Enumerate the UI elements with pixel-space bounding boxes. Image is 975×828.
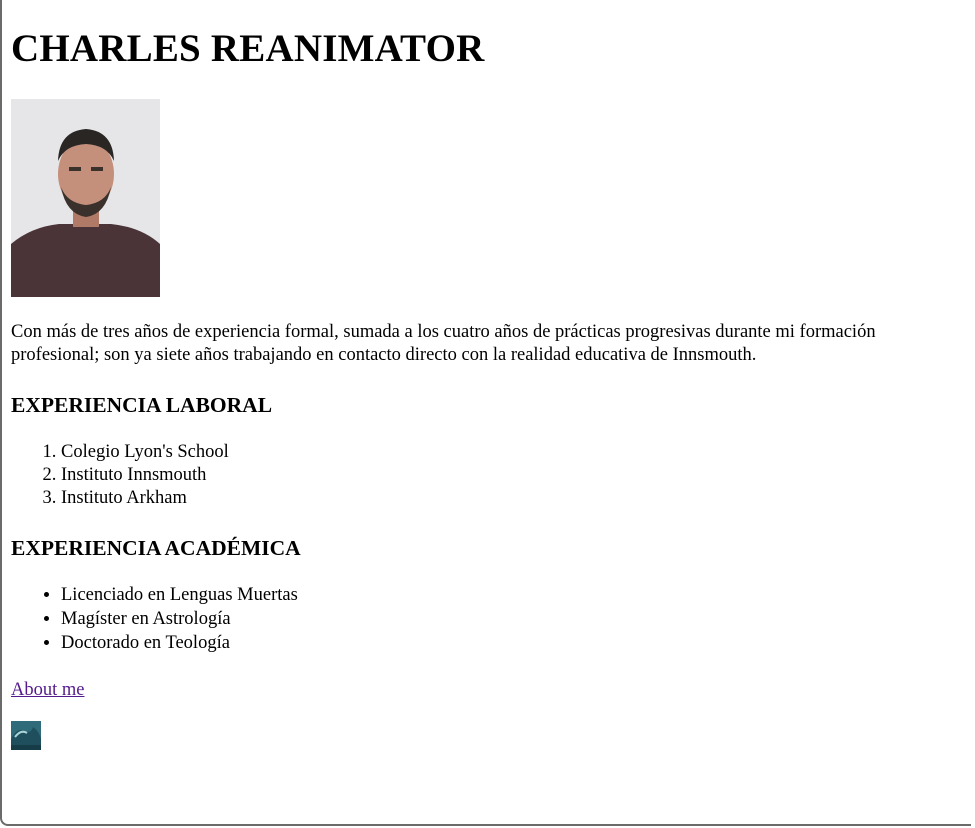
- academic-heading: EXPERIENCIA ACADÉMICA: [11, 536, 301, 560]
- list-item: • Doctorado en Teología: [61, 632, 961, 655]
- page-title: CHARLES REANIMATOR: [11, 27, 485, 70]
- list-item: 2. Instituto Innsmouth: [61, 464, 961, 487]
- page-content: [11, 0, 961, 750]
- intro-paragraph: Con más de tres años de experiencia formal, sumada a los cuatro años de prácticas progresivas durante mi formación profesional; son ya siete años trabajando en contacto directo con la realidad educativa de Innsmouth.: [11, 322, 876, 365]
- work-heading: EXPERIENCIA LABORAL: [11, 393, 273, 417]
- profile-photo: [11, 99, 160, 297]
- academic-list: [11, 584, 961, 655]
- work-list: [11, 441, 961, 510]
- about-me-link[interactable]: About me: [11, 680, 85, 700]
- list-item: 3. Instituto Arkham: [61, 487, 961, 510]
- list-item: • Licenciado en Lenguas Muertas: [61, 584, 961, 607]
- wave-thumbnail-image[interactable]: [11, 721, 41, 750]
- list-item: • Magíster en Astrología: [61, 608, 961, 631]
- list-item: 1. Colegio Lyon's School: [61, 441, 961, 464]
